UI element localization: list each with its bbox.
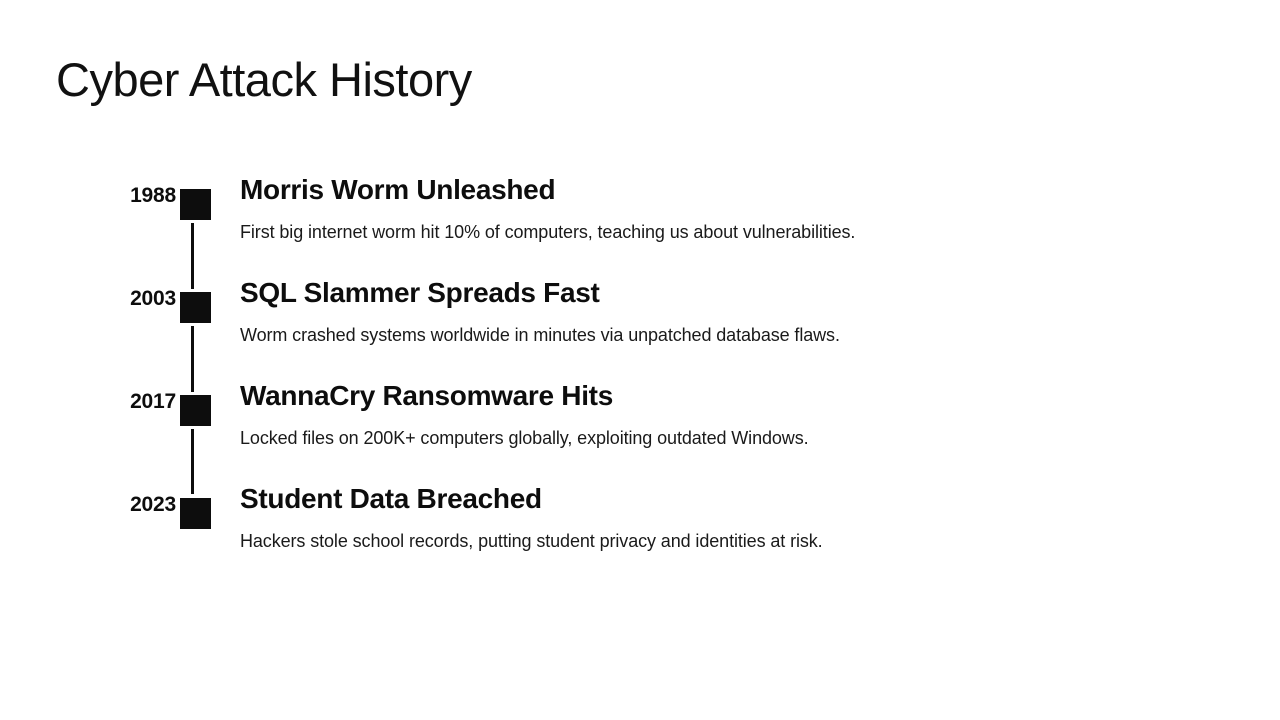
timeline-event <box>104 275 1204 378</box>
timeline-event-heading: Student Data Breached <box>240 483 542 514</box>
timeline-year-label: 2023 <box>130 493 176 516</box>
timeline-event-heading: Morris Worm Unleashed <box>240 174 556 205</box>
timeline-event <box>104 172 1204 275</box>
timeline-event-description: Worm crashed systems worldwide in minutes via unpatched database flaws. <box>240 325 840 346</box>
timeline-marker-icon <box>177 186 214 223</box>
timeline-year-label: 2017 <box>130 390 176 413</box>
timeline-marker-icon <box>177 495 214 532</box>
timeline-event <box>104 481 1204 584</box>
timeline-marker-icon <box>177 392 214 429</box>
timeline-year-label: 2003 <box>130 287 176 310</box>
timeline-event-description: Hackers stole school records, putting student privacy and identities at risk. <box>240 531 823 552</box>
timeline-event-heading: WannaCry Ransomware Hits <box>240 380 613 411</box>
timeline-event-description: First big internet worm hit 10% of computers, teaching us about vulnerabilities. <box>240 222 856 243</box>
timeline-year-label: 1988 <box>130 184 176 207</box>
timeline-event-body <box>240 172 1180 245</box>
timeline-event-body <box>240 481 1180 554</box>
timeline-event <box>104 378 1204 481</box>
page-title: Cyber Attack History <box>56 53 472 106</box>
timeline-event-heading: SQL Slammer Spreads Fast <box>240 277 600 308</box>
timeline <box>104 172 1204 584</box>
timeline-marker-icon <box>177 289 214 326</box>
timeline-event-body <box>240 378 1180 451</box>
timeline-event-body <box>240 275 1180 348</box>
timeline-event-description: Locked files on 200K+ computers globally, exploiting outdated Windows. <box>240 428 809 449</box>
